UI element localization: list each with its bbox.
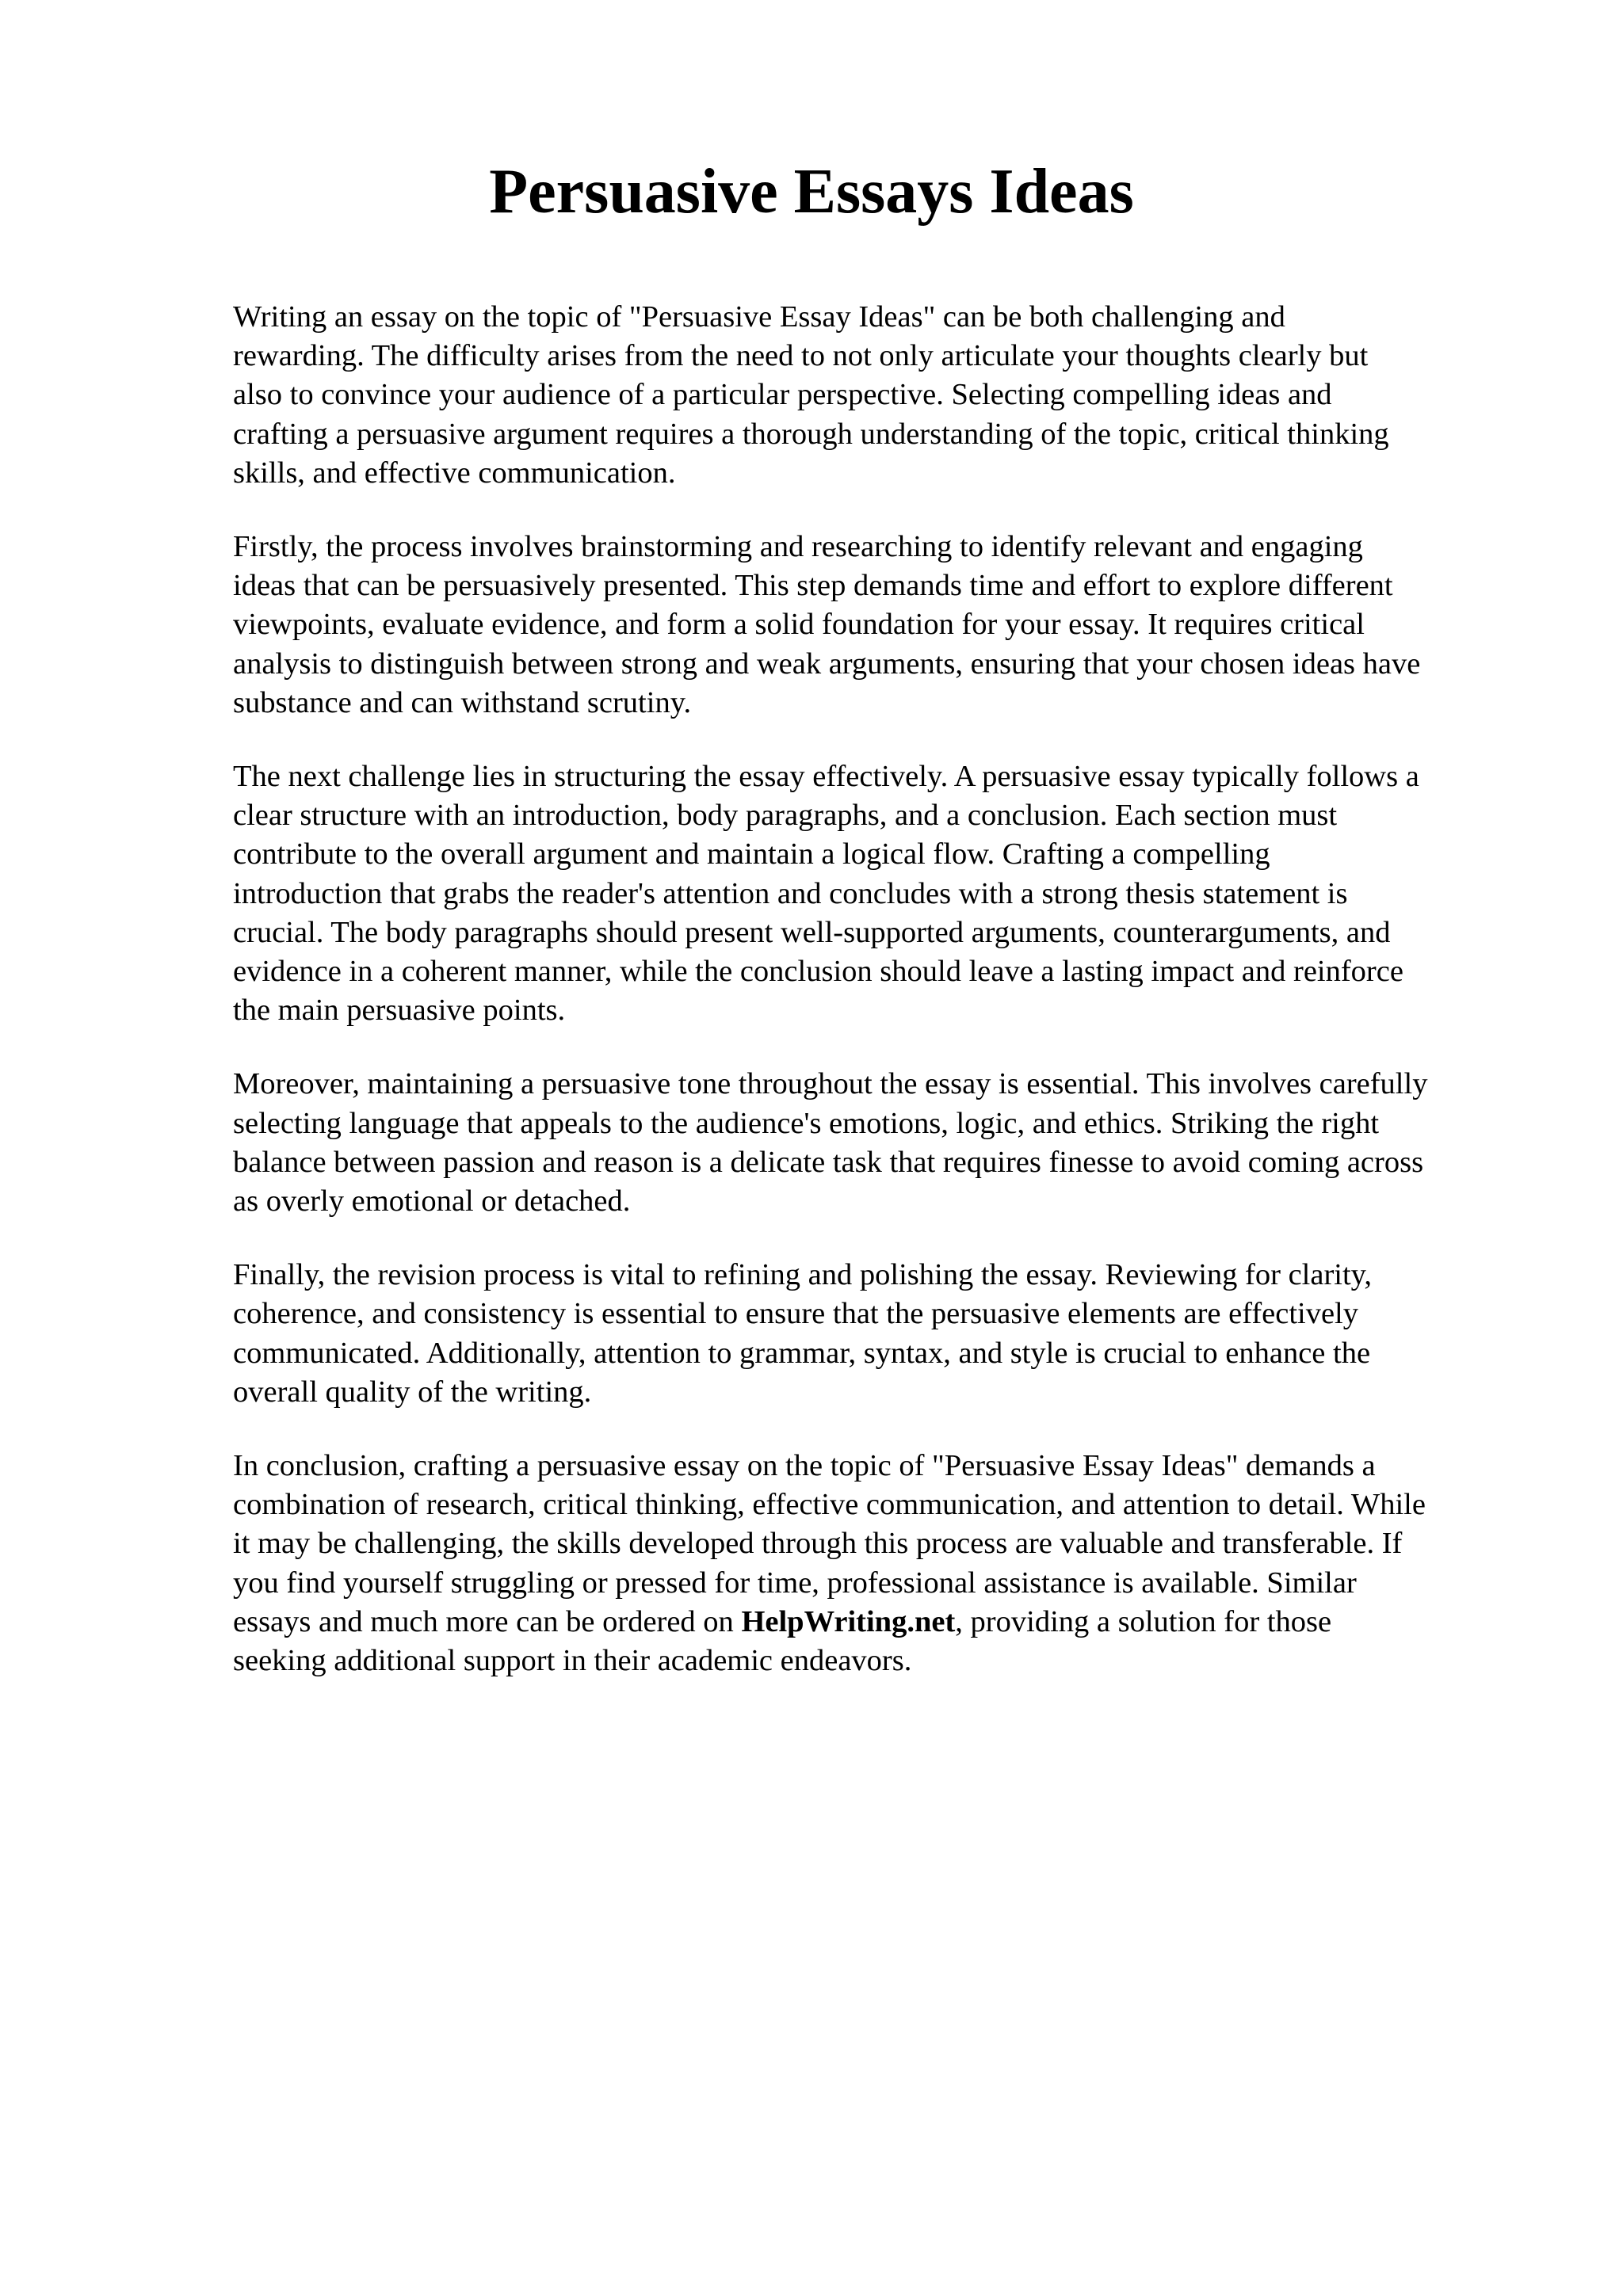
paragraph-conclusion <box>233 1447 1549 1680</box>
link-line-suffix: , providing a solution for those <box>955 1604 1332 1638</box>
text-line: Writing an essay on the topic of "Persuasive Essay Ideas" can be both challenging and <box>233 300 1285 334</box>
text-line: clear structure with an introduction, body paragraphs, and a conclusion. Each section must <box>233 799 1338 833</box>
text-line: The next challenge lies in structuring the essay effectively. A persuasive essay typically follows a <box>233 760 1419 794</box>
text-line: analysis to distinguish between strong and weak arguments, ensuring that your chosen ideas have <box>233 646 1421 681</box>
text-line: coherence, and consistency is essential to ensure that the persuasive elements are effectively <box>233 1297 1359 1331</box>
text-line: the main persuasive points. <box>233 994 566 1028</box>
text-line: balance between passion and reason is a delicate task that requires finesse to avoid coming across <box>233 1145 1424 1179</box>
text-line-with-link <box>233 1603 1549 1642</box>
text-line: evidence in a coherent manner, while the conclusion should leave a lasting impact and reinforce <box>233 955 1403 989</box>
text-line: rewarding. The difficulty arises from the need to not only articulate your thoughts clearly but <box>233 339 1369 373</box>
text-line: you find yourself struggling or pressed for time, professional assistance is available. Similar <box>233 1566 1357 1600</box>
text-line: viewpoints, evaluate evidence, and form a solid foundation for your essay. It requires critical <box>233 608 1365 642</box>
text-line: Finally, the revision process is vital to refining and polishing the essay. Reviewing for clarity, <box>233 1258 1373 1292</box>
text-line: as overly emotional or detached. <box>233 1184 631 1219</box>
page-title: Persuasive Essays Ideas <box>489 157 1134 227</box>
text-line: also to convince your audience of a particular perspective. Selecting compelling ideas and <box>233 378 1332 412</box>
paragraph-tone <box>233 1065 1549 1221</box>
paragraph-intro <box>233 298 1549 493</box>
text-line: substance and can withstand scrutiny. <box>233 685 692 719</box>
text-line: ideas that can be persuasively presented. This step demands time and effort to explore different <box>233 569 1393 603</box>
text-line: combination of research, critical thinking, effective communication, and attention to detail. While <box>233 1488 1426 1522</box>
text-line: overall quality of the writing. <box>233 1375 592 1409</box>
paragraph-structure <box>233 757 1549 1030</box>
link-line-prefix: essays and much more can be ordered on <box>233 1604 742 1638</box>
paragraph-revision <box>233 1256 1549 1412</box>
text-line: Moreover, maintaining a persuasive tone throughout the essay is essential. This involves carefully <box>233 1067 1428 1101</box>
text-line: it may be challenging, the skills developed through this process are valuable and transferable. If <box>233 1527 1403 1561</box>
text-line: crucial. The body paragraphs should present well-supported arguments, counterarguments, and <box>233 915 1391 949</box>
text-line: contribute to the overall argument and maintain a logical flow. Crafting a compelling <box>233 837 1270 871</box>
text-line: In conclusion, crafting a persuasive essay on the topic of "Persuasive Essay Ideas" demands a <box>233 1449 1376 1483</box>
essay-body <box>233 298 1549 1715</box>
text-line: crafting a persuasive argument requires a thorough understanding of the topic, critical thinking <box>233 417 1389 451</box>
helpwriting-link[interactable]: HelpWriting.net <box>741 1604 956 1638</box>
text-line: seeking additional support in their academic endeavors. <box>233 1644 912 1678</box>
text-line: Firstly, the process involves brainstorming and researching to identify relevant and engaging <box>233 530 1363 564</box>
text-line: introduction that grabs the reader's attention and concludes with a strong thesis statement is <box>233 876 1348 910</box>
text-line: communicated. Additionally, attention to grammar, syntax, and style is crucial to enhance the <box>233 1336 1371 1370</box>
text-line: selecting language that appeals to the audience's emotions, logic, and ethics. Striking the right <box>233 1106 1380 1140</box>
paragraph-research <box>233 528 1549 723</box>
text-line: skills, and effective communication. <box>233 456 676 490</box>
